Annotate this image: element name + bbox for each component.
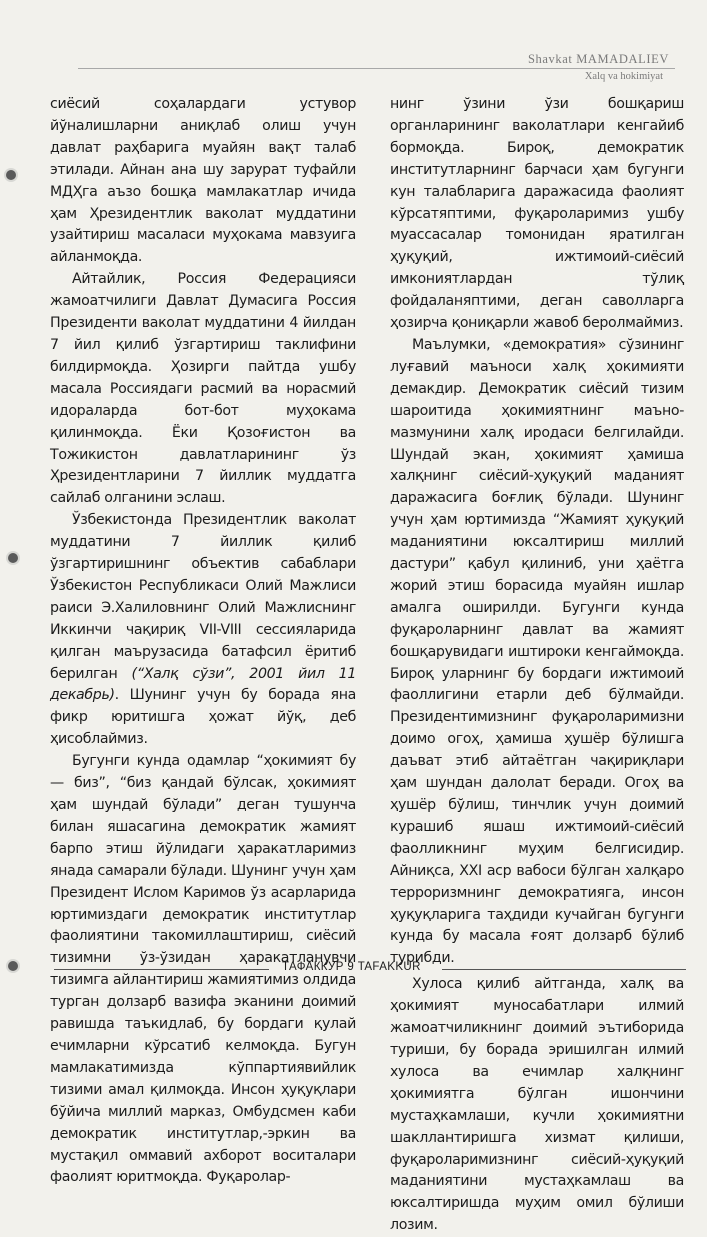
paragraph: Бугунги кунда одамлар “ҳокимият бу — биз”, “биз қандай бўлсак, ҳокимият ҳам шундай бўлади” деган тушунча билан яшасагина демократик жамият барпо этиш йўлидаги ҳаракатларимиз янада самарали бўлади. Шунинг учун ҳам Президент Ислом Каримов ўз асарларида юртимиздаги демократик институтлар фаолиятини такомиллаштириш, сиёсий тизимни ўз-ўзидан ҳаракатланувчи тизимга айлантириш жамиятимиз олдида турган долзарб вазифа эканини доимий равишда таъкидлаб, бу бордаги қулай ечимларни кўрсатиб келмоқда. Бугун мамлакатимизда кўппартиявийлик тизими амал қилмоқда. Инсон ҳуқуқлари бўйича миллий марказ, Омбудсмен каби демократик институтлар,-эркин ва мустақил оммавий ахборот воситалари фаолият юритмоқда. Фуқаролар-: [50, 753, 356, 1186]
paragraph: Маълумки, «демократия» сўзининг луғавий маъноси халқ ҳокимияти демакдир. Демократик сиёсий тизим шароитида ҳокимиятнинг маъно-мазмунини халқ иродаси белгилайди. Шундай экан, ҳокимият ҳамиша халқнинг сиёсий-ҳуқуқий маданият даражасига боғлиқ бўлади. Шунинг учун ҳам юртимизда “Жамият ҳуқуқий маданиятини юксалтириш миллий дастури” қабул қилиниб, уни ҳаётга жорий этиш борасида муайян ишлар амалга оширилди. Бугунги кунда фуқароларнинг давлат ва жамият бошқарувидаги иштироки кенгаймоқда. Бироқ уларнинг бу бордаги ижтимоий фаоллигини етарли деб бўлмайди. Президентимизнинг фуқароларимизни доимо огоҳ, ҳамиша ҳушёр бўлишга даъват этиб айтаётган чақириқлари ҳам шундан далолат беради. Огоҳ ва ҳушёр бўлиш, тинчлик учун доимий курашиб яшаш ижтимоий-сиёсий фаолликнинг муҳим белгисидир. Айниқса, XXI аср вабоси бўлган халқаро терроризмнинг демократияга, инсон ҳуқуқларига таҳдиди кучайган бугунги кунда бу масала ғоят долзарб бўлиб турибди.: [390, 336, 684, 967]
header-author: Shavkat MAMADALIEV: [528, 52, 669, 66]
paragraph: [50, 510, 356, 751]
footer-rule-left: [54, 969, 269, 970]
left-column: [50, 94, 356, 1189]
footer-page-label: ТАФАККУР 9 TAFAKKUR: [282, 961, 421, 973]
binder-hole-top: [6, 170, 16, 180]
page-footer: [0, 959, 707, 979]
header-subtitle: Xalq va hokimiyat: [584, 71, 663, 82]
paragraph: нинг ўзини ўзи бошқариш органларининг ваколатлари кенгайиб бормоқда. Бироқ, демократик институтларнинг барчаси ҳам бугунги кун талабларига даражасида фаолият кўрсатяптими, фуқароларимиз ушбу муассасалар томонидан яратилган ҳуқуқий, ижтимоий-сиёсий имкониятлардан тўлиқ фойдаланяптими, деган саволларга ҳозирча қониқарли жавоб беролмаймиз.: [390, 96, 684, 332]
running-header: [369, 52, 669, 67]
binder-hole-middle: [8, 553, 18, 563]
citation: (“Халқ сўзи”, 2001 йил 11 декабрь): [50, 665, 356, 704]
header-rule: [78, 68, 675, 69]
footer-rule-right: [442, 969, 686, 970]
right-column: [390, 94, 684, 1237]
paragraph-text: . Шунинг учун бу борада яна фикр юритишга ҳожат йўқ, деб ҳисоблаймиз.: [50, 687, 356, 748]
paragraph: Айтайлик, Россия Федерацияси жамоатчилиги Давлат Думасига Россия Президенти ваколат муддатини 4 йилдан 7 йил қилиб ўзгартириш таклифини билдирмоқда. Ҳозирги пайтда ушбу масала Россиядаги расмий ва норасмий идораларда бот-бот муҳокама қилинмоқда. Ёки Қозоғистон ва Тожикистон давлатларининг ўз Ҳрезидентларини 7 йиллик муддатга сайлаб олганини эслаш.: [50, 271, 356, 507]
paragraph: Хулоса қилиб айтганда, халқ ва ҳокимият муносабатлари илмий жамоатчиликнинг доимий эътиборида туриши, бу борада эришилган илмий хулоса ва ечимлар халқнинг ҳокимиятга бўлган ишончини мустаҳкамлаши, кучли ҳокимиятни шакллантиришга хизмат қилиши, фуқароларимизнинг сиёсий-ҳуқуқий маданиятини мустаҳкамлаш ва юксалтиришда муҳим омил бўлиши лозим.: [390, 976, 684, 1234]
paragraph: сиёсий соҳалардаги устувор йўналишларни аниқлаб олиш учун давлат раҳбарига муайян вақт талаб этилади. Айнан ана шу зарурат туфайли МДҲга аъзо бошқа мамлакатлар ичида ҳам Ҳрезидентлик ваколат муддатини узайтириш масаласи муҳокама мавзуига айланмоқда.: [50, 96, 356, 266]
paragraph-text: Ўзбекистонда Президентлик ваколат муддатини 7 йиллик қилиб ўзгартиришнинг объектив сабаблари Ўзбекистон Республикаси Олий Мажлиси раиси Э.Халиловнинг Олий Мажлиснинг Иккинчи чақириқ VII-VIII сессияларида қилган маърузасида батафсил ёритиб берилган: [50, 512, 356, 682]
